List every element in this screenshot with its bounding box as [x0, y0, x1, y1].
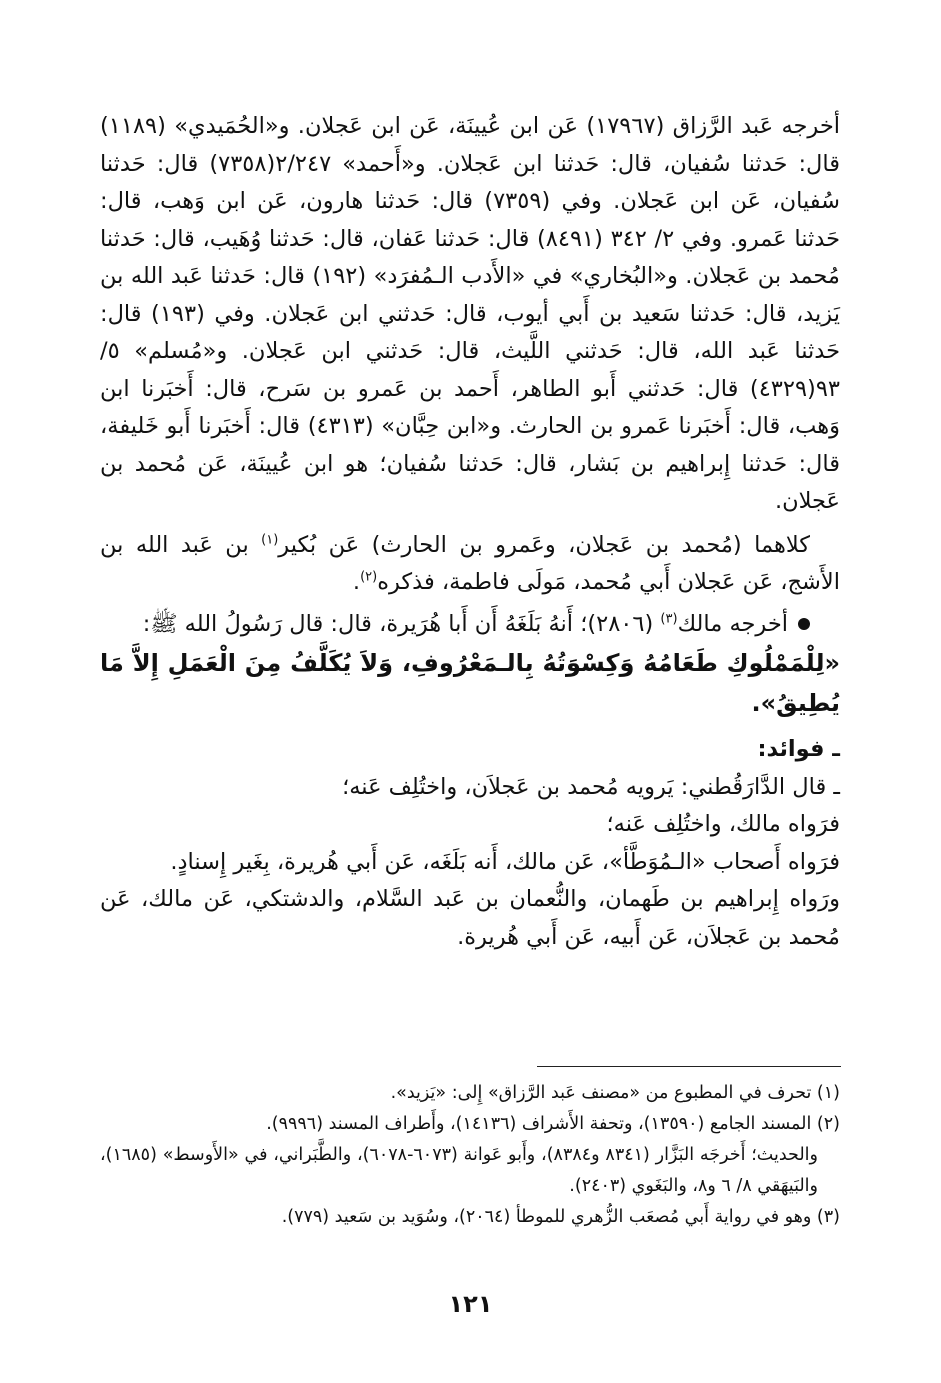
takhrij-paragraph: أخرجه عَبد الرَّزاق (١٧٩٦٧) عَن ابن عُيينَة، عَن ابن عَجلان. و«الحُمَيدي» (١١٨٩) قال: حَدثنا سُفيان، قال: حَدثنا ابن عَجلان. و«أَحمد» ٢/٢٤٧(٧٣٥٨) قال: حَدثنا سُفيان، عَن ابن عَجلان. وفي (٧٣٥٩) قال: حَدثنا هارون، عَن ابن وَهب، قال: حَدثنا عَمرو. وفي ٢/ ٣٤٢ (٨٤٩١) قال: حَدثنا عَفان، قال: حَدثنا وُهَيب، قال: حَدثنا مُحمد بن عَجلان. و«البُخاري» في «الأَدب الـمُفرَد» (١٩٢) قال: حَدثنا عَبد الله بن يَزيد، قال: حَدثنا سَعيد بن أَبي أيوب، قال: حَدثني ابن عَجلان. وفي (١٩٣) قال: حَدثنا عَبد الله، قال: حَدثني اللَّيث، قال: حَدثني ابن عَجلان. و«مُسلم» ٥/ ٩٣(٤٣٢٩) قال: حَدثني أَبو الطاهر، أَحمد بن عَمرو بن سَرح، قال: أَخبَرنا ابن وَهب، قال: أَخبَرنا عَمرو بن الحارث. و«ابن حِبَّان» (٤٣١٣) قال: أَخبَرنا أَبو خَليفة، قال: حَدثنا إِبراهيم بن بَشار، قال: حَدثنا سُفيان؛ هو ابن عُيينَة، عَن مُحمد بن عَجلان. [100, 113, 841, 514]
footnote-ref-2: (٢) [360, 569, 378, 585]
kilahuma-text-start: كلاهما (مُحمد بن عَجلان، وعَمرو بن الحارث) عَن بُكير [278, 531, 810, 558]
footnote-1: (١) تحرف في المطبوع من «مصنف عَبد الرَّزاق» إِلى: «يَزيد». [390, 1083, 840, 1103]
malik-paragraph [100, 606, 840, 644]
malik-text-start: أخرجه مالك [677, 610, 788, 637]
fawaid-line-1: ـ قال الدَّارَقُطني: يَرويه مُحمد بن عَجلاَن، واختُلِف عَنه؛ [342, 773, 840, 800]
footnotes-block [100, 1078, 840, 1233]
footnote-2-continuation: والحديث؛ أَخرجَه البَزَّار (٨٣٤١ و٨٣٨٤)، وأَبو عَوانة (٦٠٧٣-٦٠٧٨)، والطَّبَراني، في «الأَوسط» (١٦٨٥)، والبَيهَقي ٨/ ٦ و٨، والبَغَوي (٢٤٠٣). [100, 1145, 818, 1196]
footnote-2: (٢) المسند الجامع (١٣٥٩٠)، وتحفة الأَشراف (١٤١٣٦)، وأَطراف المسند (٩٩٩٦). [266, 1114, 840, 1134]
main-text-block [100, 108, 840, 956]
fawaid-line-3: فرَواه أَصحاب «الـمُوَطَّأ»، عَن مالك، أَنه بَلَغَه، عَن أَبي هُريرة، بِغَير إِسنادٍ. [170, 848, 840, 875]
fawaid-line-2: فرَواه مالك، واختُلِف عَنه؛ [606, 811, 840, 837]
kilahuma-text-end: . [352, 569, 361, 595]
fawaid-heading: ـ فوائد: [757, 736, 840, 762]
malik-text-end: (٢٨٠٦)؛ أَنهُ بَلَغَهُ أَن أَبا هُرَيرة، قال: قال رَسُولُ الله ﷺ: [142, 610, 661, 637]
footnote-ref-3: (٣) [660, 611, 678, 626]
page-number: ١٢١ [448, 1290, 493, 1318]
kilahuma-text-middle: بن عَبد الله بن الأَشج، عَن عَجلان أَبي مُحمد، مَولَى فاطمة، فذكره [100, 531, 840, 595]
footnote-3: (٣) وهو في رواية أَبي مُصعَب الزُّهري للموطأ (٢٠٦٤)، وسُوَيد بن سَعيد (٧٧٩). [281, 1207, 840, 1227]
fawaid-line-4: ورَواه إِبراهيم بن طَهمان، والنُّعمان بن عَبد السَّلام، والدشتكي، عَن مالك، عَن مُحمد بن عَجلاَن، عَن أَبيه، عَن أَبي هُريرة. [100, 886, 840, 950]
footnote-ref-1: (١) [261, 532, 279, 547]
bullet-icon [798, 618, 810, 630]
kilahuma-paragraph [100, 527, 840, 602]
hadith-text: «لِلْمَمْلُوكِ طَعَامُهُ وَكِسْوَتُهُ بِالـمَعْرُوفِ، وَلاَ يُكَلَّفُ مِنَ الْعَمَلِ إِلاَّ مَا يُطِيقُ». [100, 649, 840, 717]
footnote-separator [537, 1066, 841, 1067]
